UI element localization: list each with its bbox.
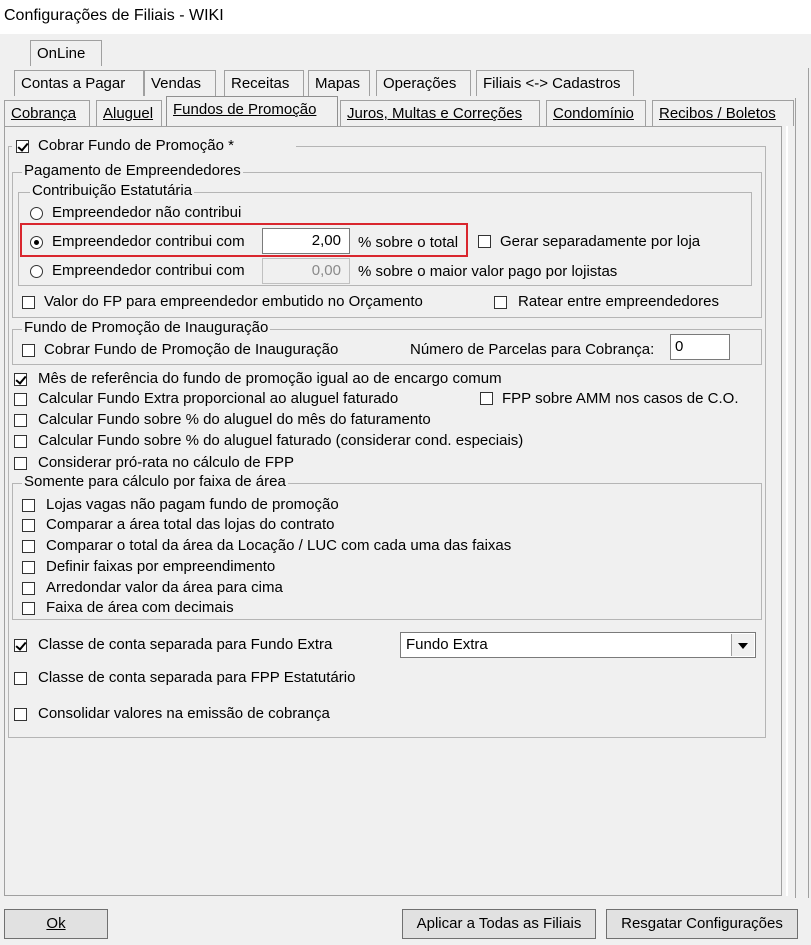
chevron-down-icon[interactable] <box>731 634 754 656</box>
tab-filiais-cadastros[interactable]: Filiais <-> Cadastros <box>476 70 634 96</box>
mes-referencia-label: Mês de referência do fundo de promoção igual ao de encargo comum <box>38 370 502 387</box>
gerar-separadamente-checkbox[interactable] <box>478 235 491 248</box>
fpp-amm-checkbox[interactable] <box>480 392 493 405</box>
faixa-definir-label: Definir faixas por empreendimento <box>46 558 276 575</box>
calc-extra-label: Calcular Fundo Extra proporcional ao aluguel faturado <box>38 390 399 407</box>
classe-extra-select[interactable] <box>400 632 756 658</box>
tab-contas-a-pagar[interactable]: Contas a Pagar <box>14 70 144 96</box>
faixa-decimais-checkbox[interactable] <box>22 602 35 615</box>
ratear-label: Ratear entre empreendedores <box>518 293 719 310</box>
faixa-title: Somente para cálculo por faixa de área <box>24 473 286 490</box>
faixa-lojas-vagas-checkbox[interactable] <box>22 499 35 512</box>
gerar-separadamente-label: Gerar separadamente por loja <box>500 233 701 250</box>
consolidar-checkbox[interactable] <box>14 708 27 721</box>
calc-faturado-label: Calcular Fundo sobre % do aluguel faturado (considerar cond. especiais) <box>38 432 524 449</box>
parcelas-input[interactable]: 0 <box>670 334 730 360</box>
radio-contribui-total-label: Empreendedor contribui com <box>52 233 245 250</box>
percentual-total-input[interactable]: 2,00 <box>262 228 350 254</box>
faixa-lojas-vagas-label: Lojas vagas não pagam fundo de promoção <box>46 496 339 513</box>
tab-recibos-boletos[interactable]: Recibos / Boletos <box>652 100 794 126</box>
cobrar-inauguracao-label: Cobrar Fundo de Promoção de Inauguração <box>44 341 339 358</box>
tab-aluguel[interactable]: Aluguel <box>96 100 162 126</box>
title-bar <box>0 0 811 34</box>
calc-extra-checkbox[interactable] <box>14 393 27 406</box>
pro-rata-label: Considerar pró-rata no cálculo de FPP <box>38 454 294 471</box>
calc-mes-label: Calcular Fundo sobre % do aluguel do mês do faturamento <box>38 411 431 428</box>
classe-extra-value: Fundo Extra <box>406 636 488 653</box>
faixa-area-total-label: Comparar a área total das lojas do contrato <box>46 516 335 533</box>
classe-fpp-checkbox[interactable] <box>14 672 27 685</box>
window-title: Configurações de Filiais - WIKI <box>4 7 224 24</box>
faixa-comparar-luc-label: Comparar o total da área da Locação / LUC com cada uma das faixas <box>46 537 512 554</box>
resgatar-button[interactable]: Resgatar Configurações <box>606 909 798 939</box>
tab-cobranca[interactable]: Cobrança <box>4 100 90 126</box>
inauguracao-title: Fundo de Promoção de Inauguração <box>24 319 269 336</box>
tab-condominio[interactable]: Condomínio <box>546 100 646 126</box>
radio-nao-contribui[interactable] <box>30 207 43 220</box>
fpp-amm-label: FPP sobre AMM nos casos de C.O. <box>502 390 739 407</box>
pro-rata-checkbox[interactable] <box>14 457 27 470</box>
pagamento-title: Pagamento de Empreendedores <box>24 162 241 179</box>
cobrar-fp-label: Cobrar Fundo de Promoção * <box>38 137 234 154</box>
tab-receitas[interactable]: Receitas <box>224 70 304 96</box>
page-edge <box>795 98 796 898</box>
radio-contribui-maior-label: Empreendedor contribui com <box>52 262 245 279</box>
faixa-arredondar-label: Arredondar valor da área para cima <box>46 579 283 596</box>
contribuicao-title: Contribuição Estatutária <box>32 182 193 199</box>
faixa-definir-checkbox[interactable] <box>22 561 35 574</box>
radio-contribui-maior[interactable] <box>30 265 43 278</box>
faixa-comparar-luc-checkbox[interactable] <box>22 540 35 553</box>
valor-embutido-checkbox[interactable] <box>22 296 35 309</box>
tab-vendas[interactable]: Vendas <box>144 70 216 96</box>
radio-nao-contribui-label: Empreendedor não contribui <box>52 204 242 221</box>
consolidar-label: Consolidar valores na emissão de cobrança <box>38 705 330 722</box>
parcelas-label: Número de Parcelas para Cobrança: <box>410 341 655 358</box>
page-edge <box>786 126 788 896</box>
ok-button[interactable]: Ok <box>4 909 108 939</box>
tab-mapas[interactable]: Mapas <box>308 70 370 96</box>
cobrar-fp-checkbox[interactable] <box>16 140 29 153</box>
highlight-box <box>20 223 468 257</box>
mes-referencia-checkbox[interactable] <box>14 373 27 386</box>
percentual-maior-input[interactable]: 0,00 <box>262 258 350 284</box>
sobre-total-label: % sobre o total <box>358 234 459 251</box>
classe-fpp-label: Classe de conta separada para FPP Estatutário <box>38 669 356 686</box>
cobrar-inauguracao-checkbox[interactable] <box>22 344 35 357</box>
page-edge <box>808 68 809 898</box>
faixa-arredondar-checkbox[interactable] <box>22 582 35 595</box>
tab-online[interactable]: OnLine <box>30 40 102 66</box>
sobre-maior-label: % sobre o maior valor pago por lojistas <box>358 263 618 280</box>
tab-fundos-de-promocao[interactable]: Fundos de Promoção <box>166 96 338 126</box>
tab-operacoes[interactable]: Operações <box>376 70 471 96</box>
tab-juros-multas[interactable]: Juros, Multas e Correções <box>340 100 540 126</box>
calc-faturado-checkbox[interactable] <box>14 435 27 448</box>
aplicar-todas-button[interactable]: Aplicar a Todas as Filiais <box>402 909 596 939</box>
classe-extra-checkbox[interactable] <box>14 639 27 652</box>
valor-embutido-label: Valor do FP para empreendedor embutido no Orçamento <box>44 293 423 310</box>
faixa-decimais-label: Faixa de área com decimais <box>46 599 234 616</box>
classe-extra-label: Classe de conta separada para Fundo Extra <box>38 636 333 653</box>
faixa-area-total-checkbox[interactable] <box>22 519 35 532</box>
calc-mes-checkbox[interactable] <box>14 414 27 427</box>
ratear-checkbox[interactable] <box>494 296 507 309</box>
